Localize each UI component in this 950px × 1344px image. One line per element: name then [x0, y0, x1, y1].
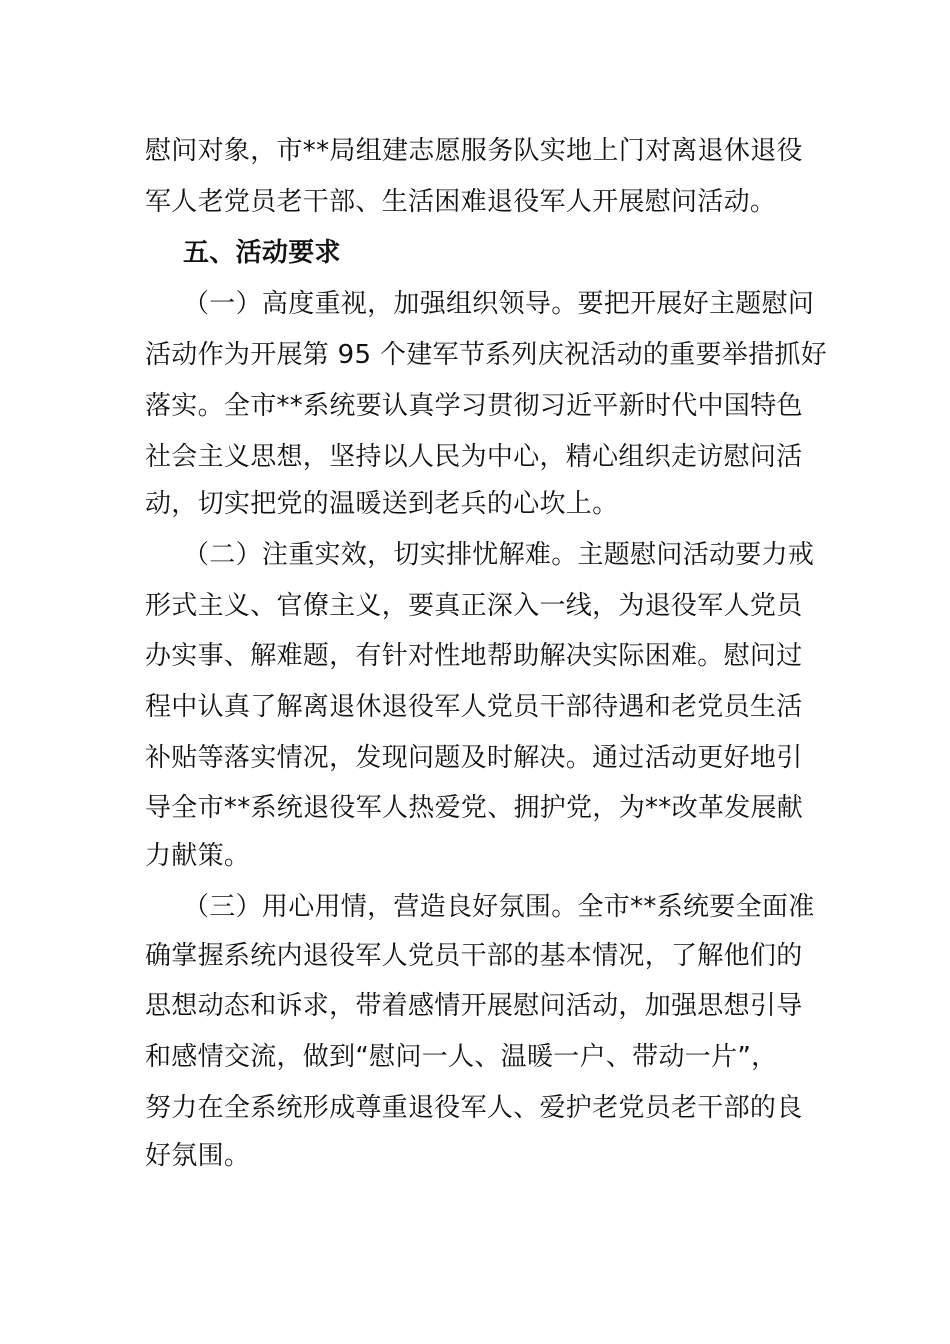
- paragraph-line: 办实事、解难题，有针对性地帮助解决实际困难。慰问过: [145, 641, 803, 671]
- paragraph-line: 动，切实把党的温暖送到老兵的心坎上。: [145, 489, 619, 519]
- paragraph-line: 社会主义思想，坚持以人民为中心，精心组织走访慰问活: [145, 442, 803, 472]
- paragraph-line: （三）用心用情，营造良好氛围。全市**系统要全面准: [183, 892, 815, 922]
- paragraph-line: 好氛围。: [145, 1141, 251, 1171]
- paragraph-line: 导全市**系统退役军人热爱党、拥护党，为**改革发展献: [145, 793, 804, 823]
- paragraph-line: 程中认真了解离退休退役军人党员干部待遇和老党员生活: [145, 692, 803, 722]
- section-heading: 五、活动要求: [183, 238, 341, 268]
- paragraph-line: 活动作为开展第 95 个建军节系列庆祝活动的重要举措抓好: [145, 340, 828, 370]
- paragraph-line: 努力在全系统形成尊重退役军人、爱护老党员老干部的良: [145, 1093, 803, 1123]
- paragraph-line: 和感情交流，做到“慰问一人、温暖一户、带动一片”，: [145, 1042, 778, 1072]
- paragraph-line: 思想动态和诉求，带着感情开展慰问活动，加强思想引导: [145, 991, 803, 1021]
- paragraph-line: 形式主义、官僚主义，要真正深入一线，为退役军人党员: [145, 591, 803, 621]
- paragraph-line: 补贴等落实情况，发现问题及时解决。通过活动更好地引: [145, 743, 803, 773]
- paragraph-line: 落实。全市**系统要认真学习贯彻习近平新时代中国特色: [145, 391, 803, 421]
- paragraph-line: 确掌握系统内退役军人党员干部的基本情况，了解他们的: [145, 941, 803, 971]
- paragraph-line: 军人老党员老干部、生活困难退役军人开展慰问活动。: [145, 187, 777, 217]
- paragraph-line: （一）高度重视，加强组织领导。要把开展好主题慰问: [183, 289, 815, 319]
- paragraph-line: （二）注重实效，切实排忧解难。主题慰问活动要力戒: [183, 540, 815, 570]
- paragraph-line: 慰问对象，市**局组建志愿服务队实地上门对离退休退役: [145, 136, 803, 166]
- paragraph-line: 力献策。: [145, 841, 251, 871]
